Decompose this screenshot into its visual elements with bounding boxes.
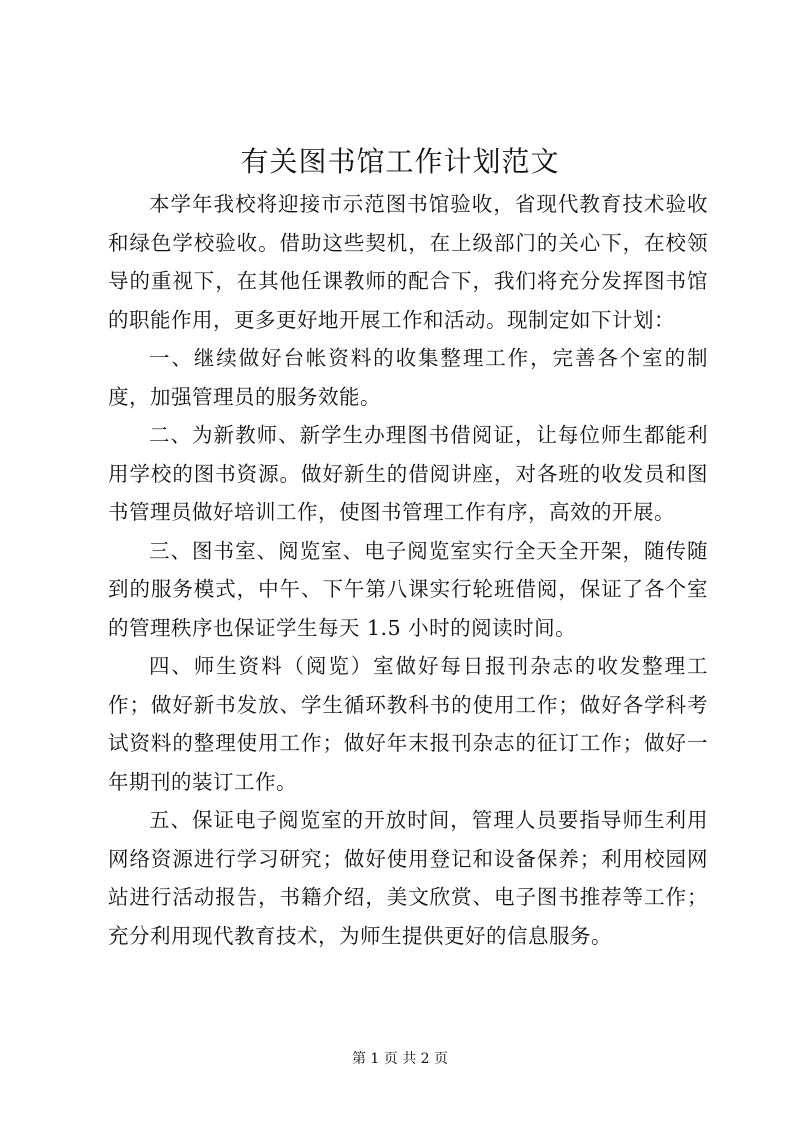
document-body — [108, 185, 708, 955]
page-title: 有关图书馆工作计划范文 — [240, 145, 560, 178]
paragraph-item-2: 二、为新教师、新学生办理图书借阅证，让每位师生都能利用学校的图书资源。做好新生的借阅讲座，对各班的收发员和图书管理员做好培训工作，使图书管理工作有序，高效的开展。 — [108, 423, 708, 524]
paragraph-intro: 本学年我校将迎接市示范图书馆验收，省现代教育技术验收和绿色学校验收。借助这些契机，在上级部门的关心下，在校领导的重视下，在其他任课教师的配合下，我们将充分发挥图书馆的职能作用，更多更好地开展工作和活动。现制定如下计划： — [108, 192, 708, 332]
paragraph-item-5: 五、保证电子阅览室的开放时间，管理人员要指导师生利用网络资源进行学习研究；做好使用登记和设备保养；利用校园网站进行活动报告，书籍介绍，美文欣赏、电子图书推荐等工作；充分利用现代教育技术，为师生提供更好的信息服务。 — [108, 808, 708, 948]
paragraph-item-1: 一、继续做好台帐资料的收集整理工作，完善各个室的制度，加强管理员的服务效能。 — [108, 346, 708, 409]
paragraph-item-4: 四、师生资料（阅览）室做好每日报刊杂志的收发整理工作；做好新书发放、学生循环教科书的使用工作；做好各学科考试资料的整理使用工作；做好年末报刊杂志的征订工作；做好一年期刊的装订工作。 — [108, 654, 708, 794]
paragraph-item-3: 三、图书室、阅览室、电子阅览室实行全天全开架，随传随到的服务模式，中午、下午第八课实行轮班借阅，保证了各个室的管理秩序也保证学生每天 1.5 小时的阅读时间。 — [108, 538, 708, 640]
page-footer: 第 1 页 共 2 页 — [351, 1051, 449, 1067]
